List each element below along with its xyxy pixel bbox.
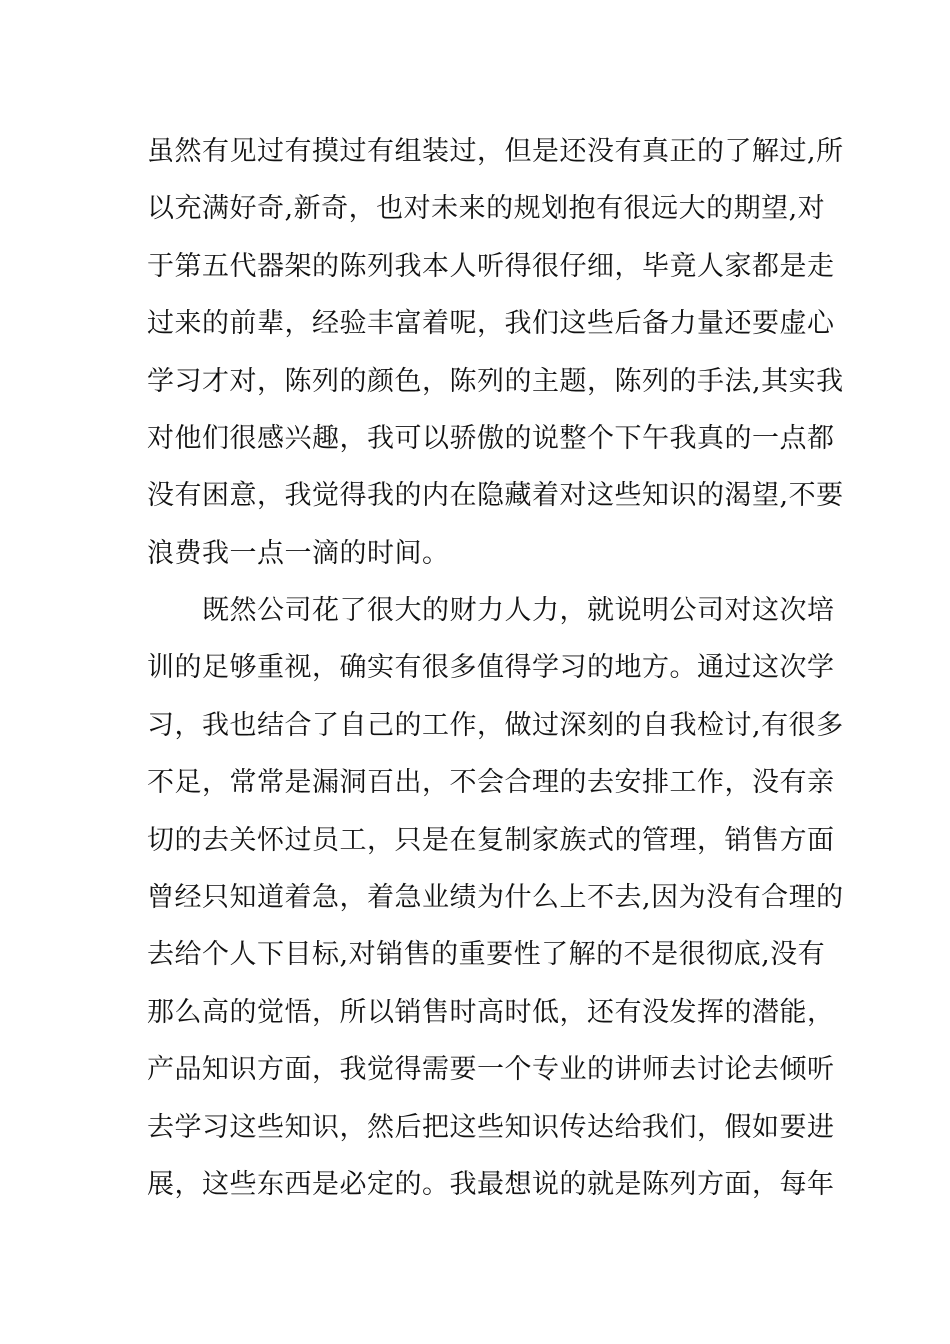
paragraph-line: 浪费我一点一滴的时间。 [147, 537, 450, 569]
paragraph-line: 学习才对，陈列的颜色，陈列的主题，陈列的手法,其实我 [147, 365, 844, 397]
paragraph-line: 产品知识方面，我觉得需要一个专业的讲师去讨论去倾听 [147, 1054, 835, 1086]
paragraph-line: 那么高的觉悟，所以销售时高时低，还有没发挥的潜能， [147, 996, 835, 1028]
paragraph-line: 于第五代器架的陈列我本人听得很仔细，毕竟人家都是走 [147, 250, 835, 282]
paragraph-line: 不足，常常是漏洞百出，不会合理的去安排工作，没有亲 [147, 767, 835, 799]
paragraph-line: 去学习这些知识，然后把这些知识传达给我们，假如要进 [147, 1111, 835, 1143]
paragraph-line: 切的去关怀过员工，只是在复制家族式的管理，销售方面 [147, 824, 835, 856]
paragraph-line: 过来的前辈，经验丰富着呢，我们这些后备力量还要虚心 [147, 308, 835, 340]
paragraph-line: 虽然有见过有摸过有组装过，但是还没有真正的了解过,所 [147, 136, 844, 167]
paragraph-line: 训的足够重视，确实有很多值得学习的地方。通过这次学 [147, 652, 835, 684]
paragraph-line: 既然公司花了很大的财力人力，就说明公司对这次培 [202, 595, 835, 626]
paragraph-line: 习，我也结合了自己的工作，做过深刻的自我检讨,有很多 [147, 709, 844, 741]
paragraph-line: 去给个人下目标,对销售的重要性了解的不是很彻底,没有 [147, 939, 826, 971]
paragraph-line: 没有困意，我觉得我的内在隐藏着对这些知识的渴望,不要 [147, 480, 844, 512]
paragraph-1 [147, 123, 844, 582]
paragraph-line: 曾经只知道着急，着急业绩为什么上不去,因为没有合理的 [147, 881, 844, 913]
paragraph-2 [147, 582, 844, 1213]
paragraph-line: 展，这些东西是必定的。我最想说的就是陈列方面，每年 [147, 1168, 835, 1200]
paragraph-line: 以充满好奇,新奇，也对未来的规划抱有很远大的期望,对 [147, 193, 826, 225]
paragraph-line: 对他们很感兴趣，我可以骄傲的说整个下午我真的一点都 [147, 422, 835, 454]
